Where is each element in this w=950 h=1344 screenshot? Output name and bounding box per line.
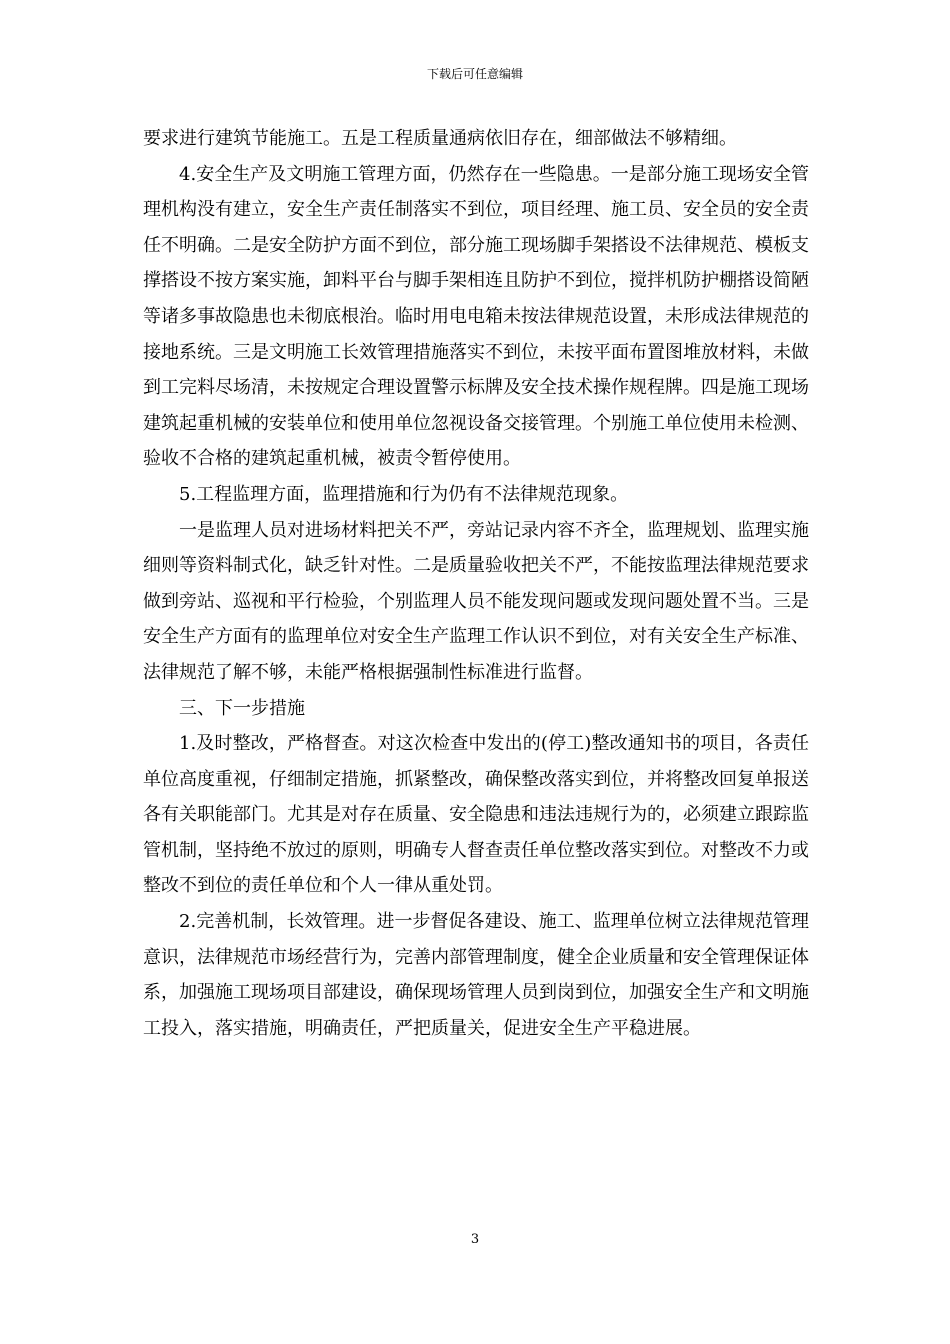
paragraph: 4.安全生产及文明施工管理方面，仍然存在一些隐患。一是部分施工现场安全管理机构没有建立，安全生产责任制落实不到位，项目经理、施工员、安全员的安全责任不明确。二是安全防护方面不到位，部分施工现场脚手架搭设不法律规范、模板支撑搭设不按方案实施，卸料平台与脚手架相连且防护不到位，搅拌机防护棚搭设简陋等诸多事故隐患也未彻底根治。临时用电电箱未按法律规范设置，未形成法律规范的接地系统。三是文明施工长效管理措施落实不到位，未按平面布置图堆放材料，未做到工完料尽场清，未按规定合理设置警示标牌及安全技术操作规程牌。四是施工现场建筑起重机械的安装单位和使用单位忽视设备交接管理。个别施工单位使用未检测、验收不合格的建筑起重机械，被责令暂停使用。 xyxy=(143,163,809,470)
page-number: 3 xyxy=(470,1232,480,1247)
paragraph: 要求进行建筑节能施工。五是工程质量通病依旧存在，细部做法不够精细。 xyxy=(143,128,737,149)
paragraph: 5.工程监理方面，监理措施和行为仍有不法律规范现象。 xyxy=(179,483,629,505)
page-header: 下载后可任意编辑 xyxy=(426,67,523,81)
section-heading: 三、下一步措施 xyxy=(179,697,305,719)
paragraph: 2.完善机制，长效管理。进一步督促各建设、施工、监理单位树立法律规范管理意识，法律规范市场经营行为，完善内部管理制度，健全企业质量和安全管理保证体系，加强施工现场项目部建设，确保现场管理人员到岗到位，加强安全生产和文明施工投入，落实措施，明确责任，严把质量关，促进安全生产平稳进展。 xyxy=(143,911,809,1039)
paragraph: 一是监理人员对进场材料把关不严，旁站记录内容不齐全，监理规划、监理实施细则等资料制式化，缺乏针对性。二是质量验收把关不严，不能按监理法律规范要求做到旁站、巡视和平行检验，个别监理人员不能发现问题或发现问题处置不当。三是安全生产方面有的监理单位对安全生产监理工作认识不到位，对有关安全生产标准、法律规范了解不够，未能严格根据强制性标准进行监督。 xyxy=(143,519,809,683)
document-body xyxy=(143,121,809,1046)
paragraph: 1.及时整改，严格督查。对这次检查中发出的(停工)整改通知书的项目，各责任单位高度重视，仔细制定措施，抓紧整改，确保整改落实到位，并将整改回复单报送各有关职能部门。尤其是对存在质量、安全隐患和违法违规行为的，必须建立跟踪监管机制，坚持绝不放过的原则，明确专人督查责任单位整改落实到位。对整改不力或整改不到位的责任单位和个人一律从重处罚。 xyxy=(143,733,809,897)
